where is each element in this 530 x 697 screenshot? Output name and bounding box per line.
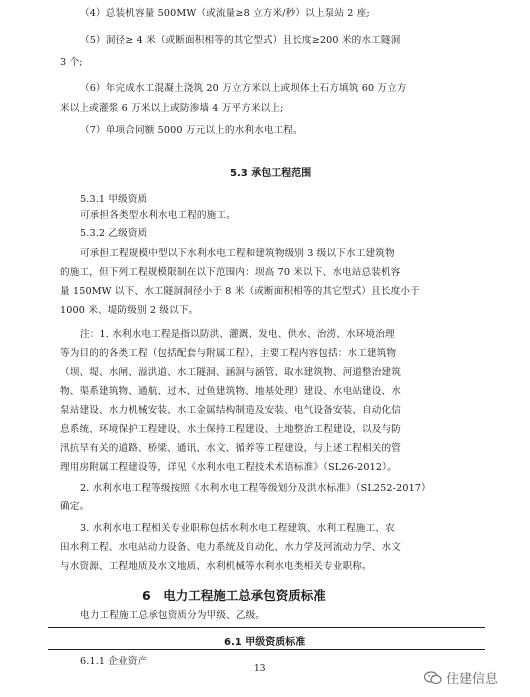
note-line: （坝、堤、水闸、溢洪道、水工隧洞、涵洞与涵管、取水建筑物、河道整治建筑 bbox=[60, 367, 402, 378]
text-line: （7）单项合同额 5000 万元以上的水利水电工程。 bbox=[80, 125, 303, 136]
watermark bbox=[424, 668, 498, 687]
subsection-heading: 5.3.2 乙级资质 bbox=[80, 228, 148, 239]
text-line: 可承担各类型水利水电工程的施工。 bbox=[80, 210, 236, 221]
page-number: 13 bbox=[254, 664, 266, 674]
text-line: 米以上或灌浆 6 万米以上或防渗墙 4 万平方米以上; bbox=[60, 103, 284, 114]
section-heading: 5.3 承包工程范围 bbox=[230, 168, 312, 179]
note-line: 注：1. 水利水电工程是指以防洪、灌溉、发电、供水、治涝、水环境治理 bbox=[80, 329, 395, 340]
text-line: （5）洞径≥ 4 米（或断面积相等的其它型式）且长度≥200 米的水工隧洞 bbox=[80, 35, 401, 46]
note-line: 2. 水利水电工程等级按照《水利水电工程等级划分及洪水标准》（SL252-2017） bbox=[80, 483, 431, 494]
note-line: 与水资源、工程地质及水文地质、水利机械等水利水电类相关专业职称。 bbox=[60, 561, 372, 572]
subsection-heading: 6.1.1 企业资产 bbox=[80, 656, 148, 667]
note-line: 汛抗旱有关的道路、桥梁、通讯、水文、循养等工程建设，与上述工程相关的管 bbox=[60, 443, 402, 454]
note-line: 息系统、环境保护工程建设、水土保持工程建设、土地整治工程建设，以及与防 bbox=[60, 424, 402, 435]
note-line: 3. 水利水电工程相关专业职称包括水利水电工程建筑、水利工程施工、农 bbox=[80, 523, 395, 534]
section-heading: 6.1 甲级资质标准 bbox=[224, 637, 306, 648]
note-line: 等为目的的各类工程（包括配套与附属工程），主要工程内容包括：水工建筑物 bbox=[60, 348, 397, 359]
note-line: 物、渠系建筑物、通航、过木、过鱼建筑物、地基处理）建设、水电站建设、水 bbox=[60, 386, 402, 397]
watermark-text: 住建信息 bbox=[446, 672, 499, 687]
section-divider-bottom bbox=[48, 649, 485, 650]
wechat-icon bbox=[424, 671, 442, 685]
chapter-heading: 6 电力工程施工总承包资质标准 bbox=[142, 588, 326, 603]
text-line: 量 150MW 以下、水工隧洞洞径小于 8 米（或断面积相等的其它型式）且长度小于 bbox=[60, 286, 420, 297]
note-line: 泵站建设、水力机械安装、水工金属结构制造及安装、电气设备安装、自动化信 bbox=[60, 405, 402, 416]
text-line: 的施工，但下列工程规模限制在以下范围内：坝高 70 米以下、水电站总装机容 bbox=[60, 267, 401, 278]
text-line: 1000 米、堤防级别 2 级以下。 bbox=[60, 305, 199, 316]
note-line: 确定。 bbox=[60, 501, 90, 512]
text-line: 电力工程施工总承包资质分为甲级、乙级。 bbox=[80, 610, 266, 621]
text-line: （4）总装机容量 500MW（或流量≥8 立方米/秒）以上泵站 2 座; bbox=[80, 8, 370, 19]
text-line: 可承担工程规模中型以下水利水电工程和建筑物级别 3 级以下水工建筑物 bbox=[80, 248, 395, 259]
note-line: 田水利工程、水电站动力设备、电力系统及自动化、水力学及河流动力学、水文 bbox=[60, 542, 402, 553]
section-divider-top bbox=[48, 627, 485, 628]
note-line: 理用房附属工程建设等，详见《水利水电工程技术术语标准》（SL26-2012）。 bbox=[60, 462, 397, 473]
subsection-heading: 5.3.1 甲级资质 bbox=[80, 194, 148, 205]
text-line: 3 个; bbox=[60, 57, 83, 68]
text-line: （6）年完成水工混凝土浇筑 20 万立方米以上或坝体土石方填筑 60 万立方 bbox=[80, 83, 407, 94]
